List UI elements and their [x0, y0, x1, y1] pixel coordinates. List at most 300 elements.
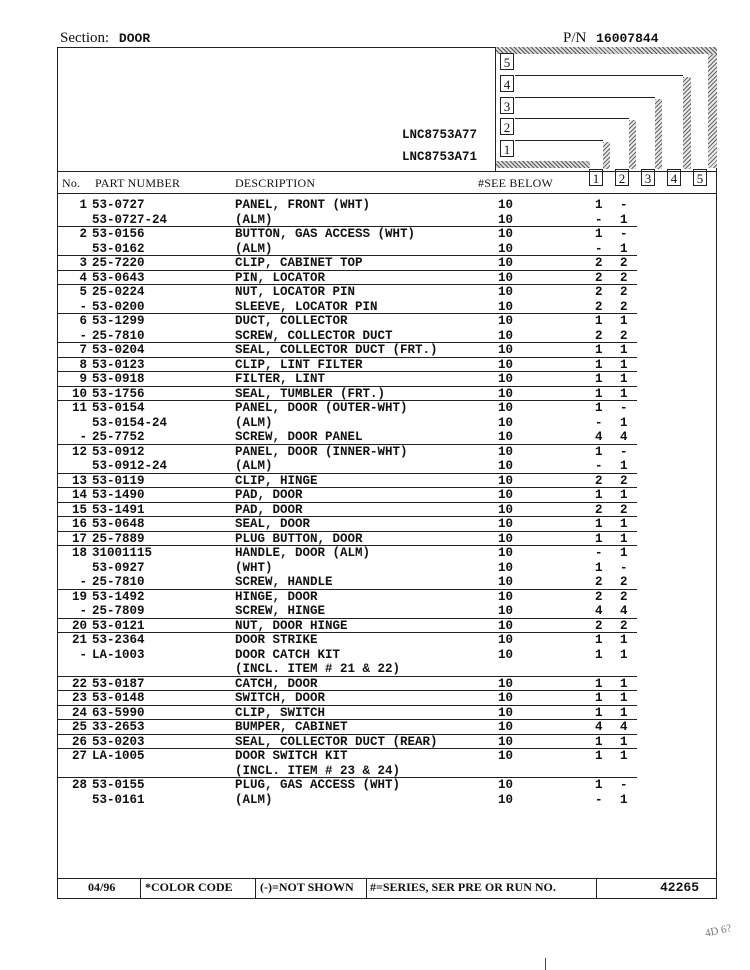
- cell-desc: FILTER, LINT: [235, 372, 326, 386]
- cell-no: 8: [79, 357, 87, 372]
- cell-part: 53-0918: [92, 372, 145, 386]
- cell-part: 53-0119: [92, 473, 145, 488]
- part-number-header: P/N 16007844: [563, 30, 659, 46]
- cell-q1: 2: [595, 270, 603, 285]
- cell-q1: 1: [595, 705, 603, 720]
- cell-desc: SEAL, DOOR: [235, 517, 311, 531]
- cell-part: 53-0643: [92, 270, 145, 285]
- step-line-5: [515, 75, 683, 76]
- cell-q1: 1: [595, 691, 603, 705]
- part-number-value: 16007844: [596, 31, 659, 46]
- cell-no: 27: [71, 749, 87, 763]
- footer-divider-4: [596, 878, 597, 899]
- row-rule: [57, 284, 637, 285]
- cell-part: 53-0154: [92, 401, 145, 415]
- cell-q2: 1: [620, 372, 628, 386]
- cell-no: 7: [79, 343, 87, 357]
- cell-part: 53-1490: [92, 488, 145, 502]
- cell-q2: -: [620, 198, 628, 212]
- diagram-left-border: [495, 47, 496, 171]
- cell-part: 53-0203: [92, 734, 145, 749]
- cell-desc: SCREW, DOOR PANEL: [235, 430, 363, 444]
- cell-desc: PLUG, GAS ACCESS (WHT): [235, 778, 401, 792]
- cell-desc: SCREW, HINGE: [235, 604, 326, 618]
- row-rule: [57, 632, 637, 633]
- row-rule: [57, 313, 637, 314]
- footer-divider-1: [140, 878, 141, 899]
- hatch-step-4: [683, 77, 691, 169]
- cell-no: 22: [71, 676, 87, 691]
- row-rule: [57, 690, 637, 691]
- cell-q2: 1: [620, 676, 628, 691]
- cell-no: 9: [79, 372, 87, 386]
- row-rule: [57, 226, 637, 227]
- cell-ser: 10: [498, 314, 514, 328]
- footer-color-code: *COLOR CODE: [145, 880, 233, 894]
- cell-q2: -: [620, 560, 628, 575]
- row-rule: [57, 270, 637, 271]
- cell-desc: BUMPER, CABINET: [235, 720, 348, 734]
- cell-no: 26: [71, 734, 87, 749]
- step-line-2: [515, 140, 603, 141]
- series-box: 4: [667, 169, 681, 186]
- cell-q1: 2: [595, 328, 603, 343]
- cell-no: 4: [79, 270, 87, 285]
- cell-q2: -: [620, 778, 628, 792]
- cell-desc: CLIP, SWITCH: [235, 705, 326, 720]
- cell-desc: NUT, LOCATOR PIN: [235, 285, 356, 299]
- step-line-3: [515, 118, 629, 119]
- cell-part: 53-0648: [92, 517, 145, 531]
- cell-part: 53-2364: [92, 633, 145, 647]
- cell-q2: 1: [620, 734, 628, 749]
- cell-desc: PLUG BUTTON, DOOR: [235, 531, 363, 546]
- hatch-step-3: [655, 99, 662, 169]
- cell-ser: 10: [498, 734, 514, 749]
- cell-q1: 2: [595, 256, 603, 270]
- col-header-see-below: #SEE BELOW: [478, 176, 553, 190]
- model-number-1: LNC8753A77: [402, 128, 478, 142]
- cell-q2: 1: [620, 531, 628, 546]
- cell-q1: 1: [595, 734, 603, 749]
- cell-part: 25-7810: [92, 575, 145, 589]
- cell-desc: DUCT, COLLECTOR: [235, 314, 348, 328]
- cell-desc: SLEEVE, LOCATOR PIN: [235, 299, 378, 314]
- row-rule: [57, 342, 637, 343]
- cell-q2: 1: [620, 459, 628, 473]
- hatch-top: [495, 47, 717, 54]
- cell-ser: 10: [498, 241, 514, 256]
- row-rule: [57, 371, 637, 372]
- cell-part: LA-1005: [92, 749, 145, 763]
- footer-divider-2: [255, 878, 256, 899]
- cell-ser: 10: [498, 212, 514, 227]
- cell-q2: 1: [620, 517, 628, 531]
- cell-q1: 2: [595, 589, 603, 604]
- cell-part: 33-2653: [92, 720, 145, 734]
- cell-q1: -: [595, 459, 603, 473]
- cell-q2: 2: [620, 299, 628, 314]
- row-rule: [57, 386, 637, 387]
- cell-q2: 1: [620, 488, 628, 502]
- cell-desc: BUTTON, GAS ACCESS (WHT): [235, 227, 416, 241]
- cell-q2: 1: [620, 357, 628, 372]
- cell-q1: 1: [595, 647, 603, 662]
- footer-document-number: 42265: [660, 880, 700, 895]
- cell-q1: 1: [595, 343, 603, 357]
- cell-no: 23: [71, 691, 87, 705]
- cell-q1: 1: [595, 517, 603, 531]
- cell-desc: (ALM): [235, 459, 273, 473]
- cell-desc: PIN, LOCATOR: [235, 270, 326, 285]
- cell-q1: 1: [595, 372, 603, 386]
- footer-top-rule: [57, 878, 717, 879]
- cell-q1: 1: [595, 444, 603, 459]
- cell-ser: 10: [498, 430, 514, 444]
- cell-q1: -: [595, 241, 603, 256]
- col-header-part-number: PART NUMBER: [95, 176, 181, 190]
- row-rule: [57, 618, 637, 619]
- cell-q2: 1: [620, 386, 628, 401]
- cell-part: 53-0162: [92, 241, 145, 256]
- cell-q2: 2: [620, 285, 628, 299]
- cell-no: 5: [79, 285, 87, 299]
- cell-q2: -: [620, 444, 628, 459]
- cell-part: 25-7889: [92, 531, 145, 546]
- cell-ser: 10: [498, 633, 514, 647]
- row-rule: [57, 545, 637, 546]
- cell-q1: 4: [595, 430, 603, 444]
- cell-q2: 4: [620, 604, 628, 618]
- cell-desc: (WHT): [235, 560, 273, 575]
- cell-part: 53-1491: [92, 502, 145, 517]
- cell-part: 25-7220: [92, 256, 145, 270]
- row-rule: [57, 516, 637, 517]
- cell-part: 53-0727-24: [92, 212, 168, 227]
- cell-ser: 10: [498, 357, 514, 372]
- row-rule: [57, 719, 637, 720]
- cell-part: 53-0927: [92, 560, 145, 575]
- cell-no: 16: [71, 517, 87, 531]
- row-rule: [57, 589, 637, 590]
- cell-ser: 10: [498, 459, 514, 473]
- cell-desc: DOOR SWITCH KIT: [235, 749, 348, 763]
- cell-q2: 1: [620, 705, 628, 720]
- cell-q1: 1: [595, 198, 603, 212]
- cell-q1: -: [595, 792, 603, 807]
- cell-desc: DOOR STRIKE: [235, 633, 318, 647]
- cell-q2: 4: [620, 720, 628, 734]
- cell-no: -: [79, 647, 87, 662]
- model-number-2: LNC8753A71: [402, 150, 478, 164]
- cell-no: -: [79, 604, 87, 618]
- row-rule: [57, 487, 637, 488]
- row-rule: [57, 255, 637, 256]
- cell-q2: 1: [620, 212, 628, 227]
- cell-ser: 10: [498, 270, 514, 285]
- cell-no: -: [79, 328, 87, 343]
- cell-q1: 2: [595, 299, 603, 314]
- cell-desc: CATCH, DOOR: [235, 676, 318, 691]
- col-header-no: No.: [62, 176, 81, 190]
- scan-mark: [545, 958, 546, 970]
- cell-q2: 1: [620, 314, 628, 328]
- cell-ser: 10: [498, 792, 514, 807]
- cell-desc: (ALM): [235, 415, 273, 430]
- cell-ser: 10: [498, 488, 514, 502]
- cell-q1: 1: [595, 749, 603, 763]
- cell-ser: 10: [498, 531, 514, 546]
- cell-no: 11: [71, 401, 87, 415]
- hatch-step-2: [629, 120, 636, 169]
- cell-ser: 10: [498, 444, 514, 459]
- series-box: 3: [641, 169, 655, 186]
- cell-ser: 10: [498, 502, 514, 517]
- row-rule: [57, 400, 637, 401]
- cell-q2: 1: [620, 691, 628, 705]
- cell-q1: 1: [595, 531, 603, 546]
- cell-q2: 1: [620, 749, 628, 763]
- row-rule: [57, 357, 637, 358]
- cell-desc: HINGE, DOOR: [235, 589, 318, 604]
- cell-desc: PAD, DOOR: [235, 502, 303, 517]
- cell-q1: 2: [595, 575, 603, 589]
- footer-series-note: #=SERIES, SER PRE OR RUN NO.: [370, 880, 556, 894]
- cell-ser: 10: [498, 372, 514, 386]
- cell-q2: 2: [620, 473, 628, 488]
- footer-date: 04/96: [88, 880, 116, 894]
- cell-part: 53-0187: [92, 676, 145, 691]
- cell-no: 1: [79, 198, 87, 212]
- cell-part: 53-1756: [92, 386, 145, 401]
- cell-desc: (ALM): [235, 792, 273, 807]
- cell-no: -: [79, 430, 87, 444]
- series-box: 1: [589, 169, 603, 186]
- cell-desc: PANEL, FRONT (WHT): [235, 198, 371, 212]
- cell-q2: 1: [620, 647, 628, 662]
- cell-desc: SCREW, HANDLE: [235, 575, 333, 589]
- cell-q1: 1: [595, 633, 603, 647]
- cell-q2: 2: [620, 256, 628, 270]
- cell-part: 53-0727: [92, 198, 145, 212]
- cell-desc: SEAL, TUMBLER (FRT.): [235, 386, 386, 401]
- cell-ser: 10: [498, 705, 514, 720]
- cell-q1: 4: [595, 720, 603, 734]
- cell-q1: 1: [595, 386, 603, 401]
- footer-divider-3: [366, 878, 367, 899]
- cell-desc: CLIP, HINGE: [235, 473, 318, 488]
- cell-desc: (ALM): [235, 241, 273, 256]
- col-header-description: DESCRIPTION: [235, 176, 316, 190]
- cell-desc: CLIP, CABINET TOP: [235, 256, 363, 270]
- cell-no: -: [79, 575, 87, 589]
- cell-part: 25-7810: [92, 328, 145, 343]
- cell-q2: 2: [620, 270, 628, 285]
- cell-no: 15: [71, 502, 87, 517]
- series-box: 2: [615, 169, 629, 186]
- row-rule: [57, 705, 637, 706]
- cell-part: 53-0204: [92, 343, 145, 357]
- cell-ser: 10: [498, 473, 514, 488]
- cell-ser: 10: [498, 415, 514, 430]
- cell-part: 53-0161: [92, 792, 145, 807]
- series-box: 1: [500, 140, 514, 157]
- row-rule: [57, 444, 637, 445]
- cell-part: 25-0224: [92, 285, 145, 299]
- cell-q2: -: [620, 401, 628, 415]
- cell-desc: SEAL, COLLECTOR DUCT (FRT.): [235, 343, 438, 357]
- row-rule: [57, 502, 637, 503]
- cell-ser: 10: [498, 749, 514, 763]
- cell-q2: 1: [620, 633, 628, 647]
- cell-desc: SEAL, COLLECTOR DUCT (REAR): [235, 734, 438, 749]
- cell-q1: 1: [595, 227, 603, 241]
- cell-q2: 1: [620, 546, 628, 560]
- cell-q1: 1: [595, 357, 603, 372]
- header-bottom-rule: [57, 193, 717, 194]
- cell-part: 63-5990: [92, 705, 145, 720]
- cell-no: 13: [71, 473, 87, 488]
- cell-ser: 10: [498, 328, 514, 343]
- section-value: DOOR: [118, 31, 151, 46]
- cell-desc: NUT, DOOR HINGE: [235, 618, 348, 633]
- cell-q1: 2: [595, 618, 603, 633]
- cell-q1: 1: [595, 778, 603, 792]
- cell-no: 21: [71, 633, 87, 647]
- handwritten-margin-note: 4D 6?: [704, 922, 733, 940]
- cell-ser: 10: [498, 575, 514, 589]
- cell-ser: 10: [498, 546, 514, 560]
- cell-no: 6: [79, 314, 87, 328]
- cell-no: 19: [71, 589, 87, 604]
- cell-ser: 10: [498, 517, 514, 531]
- cell-part: 31001115: [92, 546, 153, 560]
- cell-q1: 2: [595, 473, 603, 488]
- cell-desc: SCREW, COLLECTOR DUCT: [235, 328, 393, 343]
- cell-q2: 1: [620, 415, 628, 430]
- cell-ser: 10: [498, 256, 514, 270]
- series-box: 2: [500, 118, 514, 135]
- cell-q1: -: [595, 546, 603, 560]
- cell-part: 53-0154-24: [92, 415, 168, 430]
- footer-not-shown: (-)=NOT SHOWN: [260, 880, 354, 894]
- cell-q1: 2: [595, 502, 603, 517]
- cell-q1: 1: [595, 488, 603, 502]
- cell-no: 10: [71, 386, 87, 401]
- cell-no: 17: [71, 531, 87, 546]
- cell-ser: 10: [498, 720, 514, 734]
- cell-ser: 10: [498, 299, 514, 314]
- series-box: 4: [500, 75, 514, 92]
- series-box: 5: [693, 169, 707, 186]
- cell-no: -: [79, 299, 87, 314]
- cell-part: LA-1003: [92, 647, 145, 662]
- row-rule: [57, 777, 637, 778]
- hatch-step-1: [603, 142, 610, 169]
- cell-ser: 10: [498, 647, 514, 662]
- cell-ser: 10: [498, 227, 514, 241]
- cell-q1: -: [595, 212, 603, 227]
- cell-part: 53-1299: [92, 314, 145, 328]
- cell-q2: 1: [620, 241, 628, 256]
- cell-desc: (INCL. ITEM # 23 & 24): [235, 763, 401, 778]
- cell-part: 25-7752: [92, 430, 145, 444]
- cell-desc: PANEL, DOOR (INNER-WHT): [235, 444, 408, 459]
- cell-part: 53-0148: [92, 691, 145, 705]
- cell-part: 53-0155: [92, 778, 145, 792]
- cell-ser: 10: [498, 285, 514, 299]
- cell-desc: HANDLE, DOOR (ALM): [235, 546, 371, 560]
- step-line-4: [515, 97, 655, 98]
- cell-q1: -: [595, 415, 603, 430]
- cell-ser: 10: [498, 604, 514, 618]
- cell-no: 3: [79, 256, 87, 270]
- cell-ser: 10: [498, 691, 514, 705]
- cell-q2: 2: [620, 618, 628, 633]
- cell-part: 53-0912: [92, 444, 145, 459]
- cell-q2: 2: [620, 575, 628, 589]
- series-box: 3: [500, 97, 514, 114]
- cell-ser: 10: [498, 618, 514, 633]
- row-rule: [57, 734, 637, 735]
- cell-desc: (ALM): [235, 212, 273, 227]
- cell-no: 28: [71, 778, 87, 792]
- cell-no: 14: [71, 488, 87, 502]
- cell-q2: 2: [620, 589, 628, 604]
- cell-part: 25-7809: [92, 604, 145, 618]
- cell-part: 53-0123: [92, 357, 145, 372]
- cell-no: 20: [71, 618, 87, 633]
- series-box: 5: [500, 53, 514, 70]
- cell-desc: PANEL, DOOR (OUTER-WHT): [235, 401, 408, 415]
- cell-desc: PAD, DOOR: [235, 488, 303, 502]
- row-rule: [57, 473, 637, 474]
- cell-q1: 1: [595, 401, 603, 415]
- cell-ser: 10: [498, 343, 514, 357]
- cell-q2: 1: [620, 343, 628, 357]
- hatch-right: [708, 54, 717, 168]
- cell-ser: 10: [498, 589, 514, 604]
- cell-q1: 1: [595, 676, 603, 691]
- cell-part: 53-1492: [92, 589, 145, 604]
- cell-q2: -: [620, 227, 628, 241]
- cell-desc: DOOR CATCH KIT: [235, 647, 341, 662]
- cell-part: 53-0912-24: [92, 459, 168, 473]
- cell-part: 53-0121: [92, 618, 145, 633]
- cell-no: 2: [79, 227, 87, 241]
- section-header: Section: DOOR: [60, 30, 151, 46]
- row-rule: [57, 676, 637, 677]
- cell-ser: 10: [498, 560, 514, 575]
- cell-ser: 10: [498, 676, 514, 691]
- cell-q2: 2: [620, 502, 628, 517]
- cell-ser: 10: [498, 778, 514, 792]
- cell-desc: (INCL. ITEM # 21 & 22): [235, 662, 401, 676]
- cell-ser: 10: [498, 401, 514, 415]
- row-rule: [57, 531, 637, 532]
- cell-q1: 4: [595, 604, 603, 618]
- hatch-bottom: [495, 161, 590, 168]
- cell-q2: 1: [620, 792, 628, 807]
- cell-q2: 4: [620, 430, 628, 444]
- cell-q1: 2: [595, 285, 603, 299]
- cell-part: 53-0200: [92, 299, 145, 314]
- cell-no: 18: [71, 546, 87, 560]
- row-rule: [57, 748, 637, 749]
- header-top-rule: [57, 171, 717, 172]
- cell-part: 53-0156: [92, 227, 145, 241]
- cell-q1: 1: [595, 314, 603, 328]
